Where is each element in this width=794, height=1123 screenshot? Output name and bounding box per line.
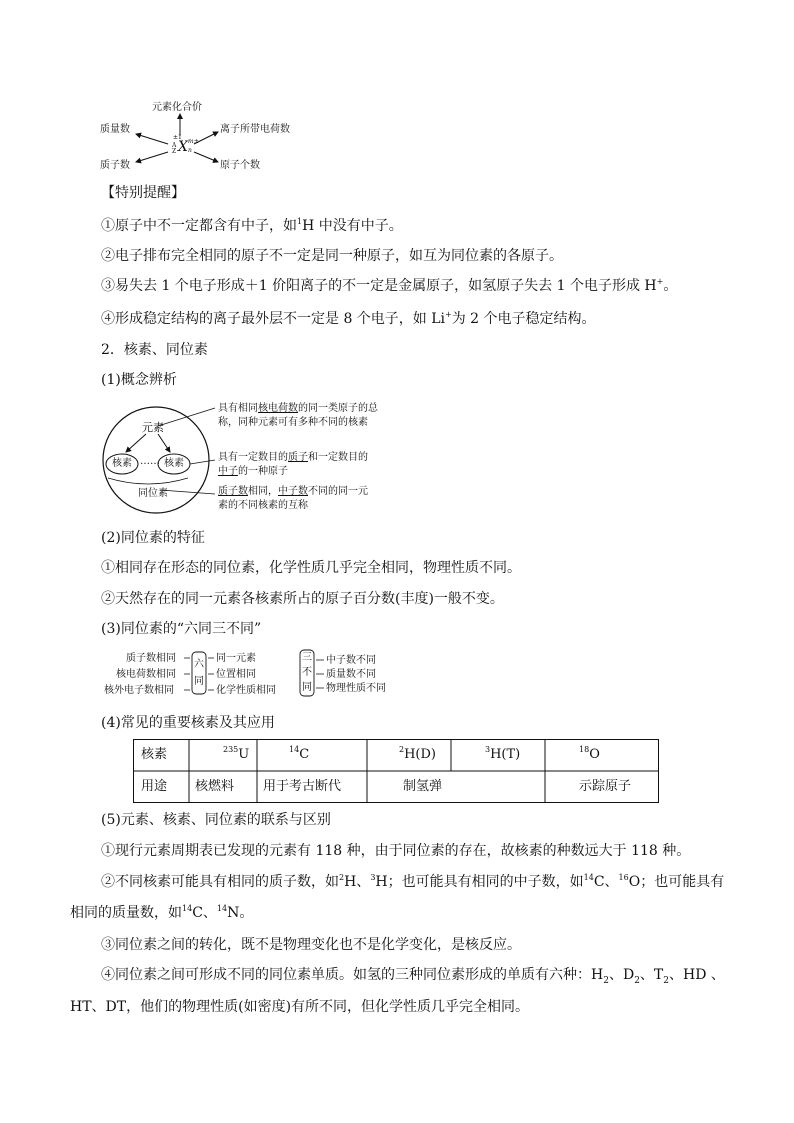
tip-1: ①原子中不一定都含有中子，如$^1$H 中没有中子。 bbox=[101, 217, 403, 234]
six-same-three-diff bbox=[100, 648, 410, 700]
six-left-1: 质子数相同 bbox=[126, 653, 176, 664]
def-isotope-line2: 素的不同核素的互称 bbox=[218, 500, 308, 511]
para-2: ②不同核素可能具有相同的质子数，如$^2$H、$^3$H；也可能具有相同的中子数，如$^{14}$C、$^{16}$O；也可能具有 bbox=[101, 873, 725, 890]
concept-element: 元素 bbox=[142, 421, 164, 434]
three-box-1: 三 bbox=[302, 652, 312, 663]
table-header-h3: $^3$H(T) bbox=[485, 745, 521, 762]
subheading-3: (3)同位素的“六同三不同” bbox=[101, 621, 262, 637]
six-right-2: 位置相同 bbox=[216, 669, 256, 680]
table-header-c14: $^{14}$C bbox=[289, 745, 310, 762]
concept-isotope: 同位素 bbox=[138, 488, 168, 499]
nuclide-symbol: ±1 A Z X m± n bbox=[172, 134, 199, 155]
concept-diagram bbox=[98, 398, 398, 516]
concept-dots: …… bbox=[140, 456, 160, 467]
three-item-3: 物理性质不同 bbox=[326, 683, 386, 694]
table-use-1: 核燃料 bbox=[195, 779, 235, 794]
concept-nuclide-right: 核素 bbox=[164, 458, 184, 469]
def-nuclide: 具有一定数目的质子和一定数目的 bbox=[218, 452, 368, 463]
tip-title: 【特别提醒】 bbox=[101, 185, 185, 201]
subheading-2: (2)同位素的特征 bbox=[101, 530, 205, 546]
feature-2: ②天然存在的同一元素各核素所占的原子百分数(丰度)一般不变。 bbox=[101, 591, 504, 607]
table-header-h2: $^2$H(D) bbox=[399, 745, 436, 762]
label-valence: 元素化合价 bbox=[152, 102, 202, 113]
label-ion-charge: 离子所带电荷数 bbox=[220, 124, 290, 135]
nuclide-table bbox=[133, 739, 659, 803]
six-right-3: 化学性质相同 bbox=[216, 685, 276, 696]
tip-2: ②电子排布完全相同的原子不一定是同一种原子，如互为同位素的各原子。 bbox=[101, 248, 563, 264]
section-2-title: 2．核素、同位素 bbox=[101, 342, 208, 358]
table-header-label: 核素 bbox=[141, 747, 168, 762]
symbol-diagram bbox=[96, 100, 306, 176]
label-atom-count: 原子个数 bbox=[220, 160, 260, 171]
six-left-2: 核电荷数相同 bbox=[116, 669, 176, 680]
six-left-3: 核外电子数相同 bbox=[104, 685, 174, 696]
table-header-u235: $^{235}$U bbox=[223, 745, 250, 762]
subheading-5: (5)元素、核素、同位素的联系与区别 bbox=[101, 812, 331, 828]
def-element-line2: 称，同种元素可有多种不同的核素 bbox=[218, 417, 368, 428]
label-mass-number: 质量数 bbox=[100, 124, 130, 135]
three-item-2: 质量数不同 bbox=[326, 669, 376, 680]
concept-nuclide-left: 核素 bbox=[112, 458, 132, 469]
table-use-2: 用于考古断代 bbox=[263, 779, 342, 794]
para-1: ①现行元素周期表已发现的元素有 118 种，由于同位素的存在，故核素的种数远大于 118 种。 bbox=[101, 843, 691, 859]
tip-3: ③易失去 1 个电子形成＋1 价阳离子的不一定是金属原子，如氢原子失去 1 个电子形成 H+。 bbox=[101, 277, 678, 294]
table-row-label: 用途 bbox=[141, 779, 168, 794]
three-box-2: 不 bbox=[302, 667, 312, 678]
three-box-3: 同 bbox=[302, 682, 312, 693]
para-4-line2: HT、DT，他们的物理性质(如密度)有所不同，但化学性质几乎完全相同。 bbox=[70, 999, 530, 1015]
table-header-o18: $^{18}$O bbox=[579, 745, 600, 762]
six-box-2: 同 bbox=[194, 676, 204, 687]
tip-4: ④形成稳定结构的离子最外层不一定是 8 个电子，如 Li+为 2 个电子稳定结构。 bbox=[101, 310, 596, 327]
table-use-3: 制氢弹 bbox=[403, 779, 443, 794]
feature-1: ①相同存在形态的同位素，化学性质几乎完全相同，物理性质不同。 bbox=[101, 560, 521, 576]
def-isotope: 质子数相同，中子数不同的同一元 bbox=[218, 486, 368, 497]
para-3: ③同位素之间的转化，既不是物理变化也不是化学变化，是核反应。 bbox=[101, 937, 521, 953]
six-box-1: 六 bbox=[194, 659, 204, 670]
para-2-line2: 相同的质量数，如$^{14}$C、$^{14}$N。 bbox=[70, 904, 254, 921]
three-item-1: 中子数不同 bbox=[326, 655, 376, 666]
def-nuclide-line2: 中子的一种原子 bbox=[218, 466, 288, 477]
para-4: ④同位素之间可形成不同的同位素单质。如氢的三种同位素形成的单质有六种：$H_2$、$D_2$、$T_2$、HD 、 bbox=[101, 967, 725, 986]
def-element: 具有相同核电荷数的同一类原子的总 bbox=[218, 403, 378, 414]
table-use-4: 示踪原子 bbox=[579, 779, 632, 794]
label-proton-number: 质子数 bbox=[100, 160, 130, 171]
subheading-1: (1)概念辨析 bbox=[101, 372, 177, 388]
subheading-4: (4)常见的重要核素及其应用 bbox=[101, 715, 275, 731]
six-right-1: 同一元素 bbox=[216, 653, 256, 664]
